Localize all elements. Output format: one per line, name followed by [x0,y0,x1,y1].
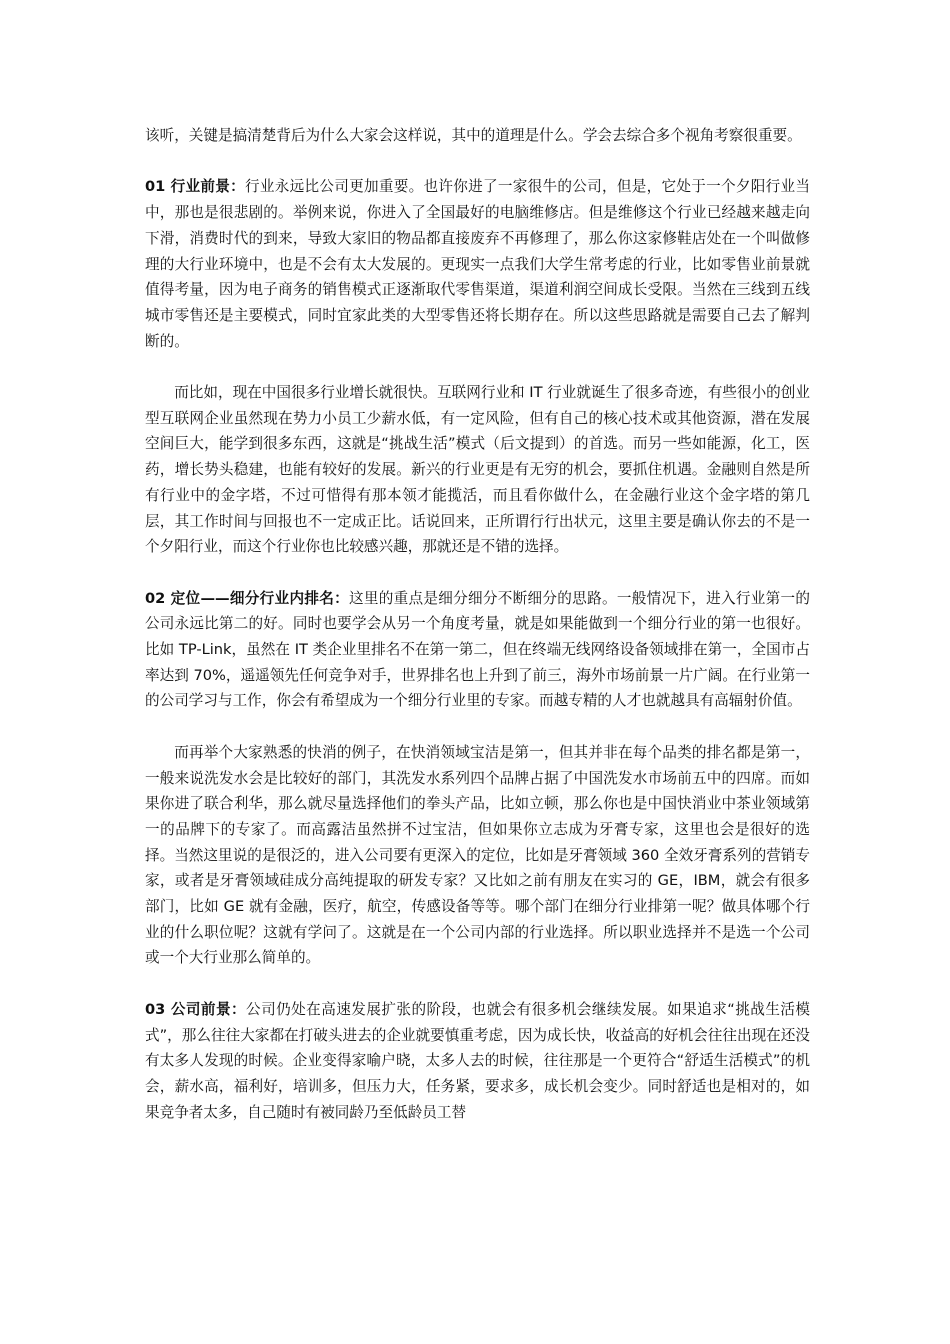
paragraph-text: 行业永远比公司更加重要。也许你进了一家很牛的公司，但是，它处于一个夕阳行业当中，那也是很悲剧的。举例来说，你进入了全国最好的电脑维修店。但是维修这个行业已经越来越走向下滑，消费时代的到来，导致大家旧的物品都直接废弃不再修理了，那么你这家修鞋店处在一个叫做修理的大行业环境中，也是不会有太大发展的。更现实一点我们大学生常考虑的行业，比如零售业前景就值得考量，因为电子商务的销售模式正逐渐取代零售渠道，渠道利润空间成长受限。当然在三线到五线城市零售还是主要模式，同时宜家此类的大型零售还将长期存在。所以这些思路就是需要自己去了解判断的。 [145,178,810,350]
paragraph-industry-outlook [145,174,810,354]
paragraph-text: 这里的重点是细分细分不断细分的思路。一般情况下，进入行业第一的公司永远比第二的好。同时也要学会从另一个角度考量，就是如果能做到一个细分行业的第一也很好。比如 TP-Link，虽然在 IT 类企业里排名不在第一第二，但在终端无线网络设备领域排在第一，全国市占率达到 70%，遥遥领先任何竞争对手，世界排名也上升到了前三，海外市场前景一片广阔。在行业第一的公司学习与工作，你会有希望成为一个细分行业里的专家。而越专精的人才也就越具有高辐射价值。 [145,589,810,710]
document-body [145,123,810,1125]
section-heading-02: 02 定位——细分行业内排名： [145,589,349,607]
paragraph-fmcg-example [145,740,810,971]
section-heading-03: 03 公司前景： [145,1000,247,1018]
paragraph-growth-industries [145,380,810,560]
paragraph-company-outlook [145,997,810,1126]
section-heading-01: 01 行业前景： [145,178,246,196]
paragraph-text: 而再举个大家熟悉的快消的例子，在快消领域宝洁是第一，但其并非在每个品类的排名都是第一，一般来说洗发水会是比较好的部门，其洗发水系列四个品牌占据了中国洗发水市场前五中的四席。而如果你进了联合利华，那么就尽量选择他们的拳头产品，比如立顿，那么你也是中国快消业中茶业领域第一的品牌下的专家了。而高露洁虽然拼不过宝洁，但如果你立志成为牙膏专家，这里也会是很好的选择。当然这里说的是很泛的，进入公司要有更深入的定位，比如是牙膏领域 360 全效牙膏系列的营销专家，或者是牙膏领域硅成分高纯提取的研发专家？又比如之前有朋友在实习的 GE，IBM，就会有很多部门，比如 GE 就有金融，医疗，航空，传感设备等等。哪个部门在细分行业排第一呢？做具体哪个行业的什么职位呢？这就有学问了。这就是在一个公司内部的行业选择。所以职业选择并不是选一个公司或一个大行业那么简单的。 [145,743,810,967]
paragraph-intro-continuation [145,123,810,149]
paragraph-text: 而比如，现在中国很多行业增长就很快。互联网行业和 IT 行业就诞生了很多奇迹，有些很小的创业型互联网企业虽然现在势力小员工少薪水低，有一定风险，但有自己的核心技术或其他资源，潜在发展空间巨大，能学到很多东西，这就是“挑战生活”模式（后文提到）的首选。而另一些如能源，化工，医药，增长势头稳建，也能有较好的发展。新兴的行业更是有无穷的机会，要抓住机遇。金融则自然是所有行业中的金字塔，不过可惜得有那本领才能揽活，而且看你做什么，在金融行业这个金字塔的第几层，其工作时间与回报也不一定成正比。话说回来，正所谓行行出状元，这里主要是确认你去的不是一个夕阳行业，而这个行业你也比较感兴趣，那就还是不错的选择。 [145,384,810,556]
paragraph-text: 该听，关键是搞清楚背后为什么大家会这样说，其中的道理是什么。学会去综合多个视角考察很重要。 [145,127,802,144]
paragraph-text: 公司仍处在高速发展扩张的阶段，也就会有很多机会继续发展。如果追求“挑战生活模式”，那么往往大家都在打破头进去的企业就要慎重考虑，因为成长快，收益高的好机会往往出现在还没有太多人发现的时候。企业变得家喻户晓，太多人去的时候，往往那是一个更符合“舒适生活模式”的机会，薪水高，福利好，培训多，但压力大，任务紧，要求多，成长机会变少。同时舒适也是相对的，如果竞争者太多，自己随时有被同龄乃至低龄员工替 [145,1000,810,1121]
paragraph-positioning [145,586,810,715]
